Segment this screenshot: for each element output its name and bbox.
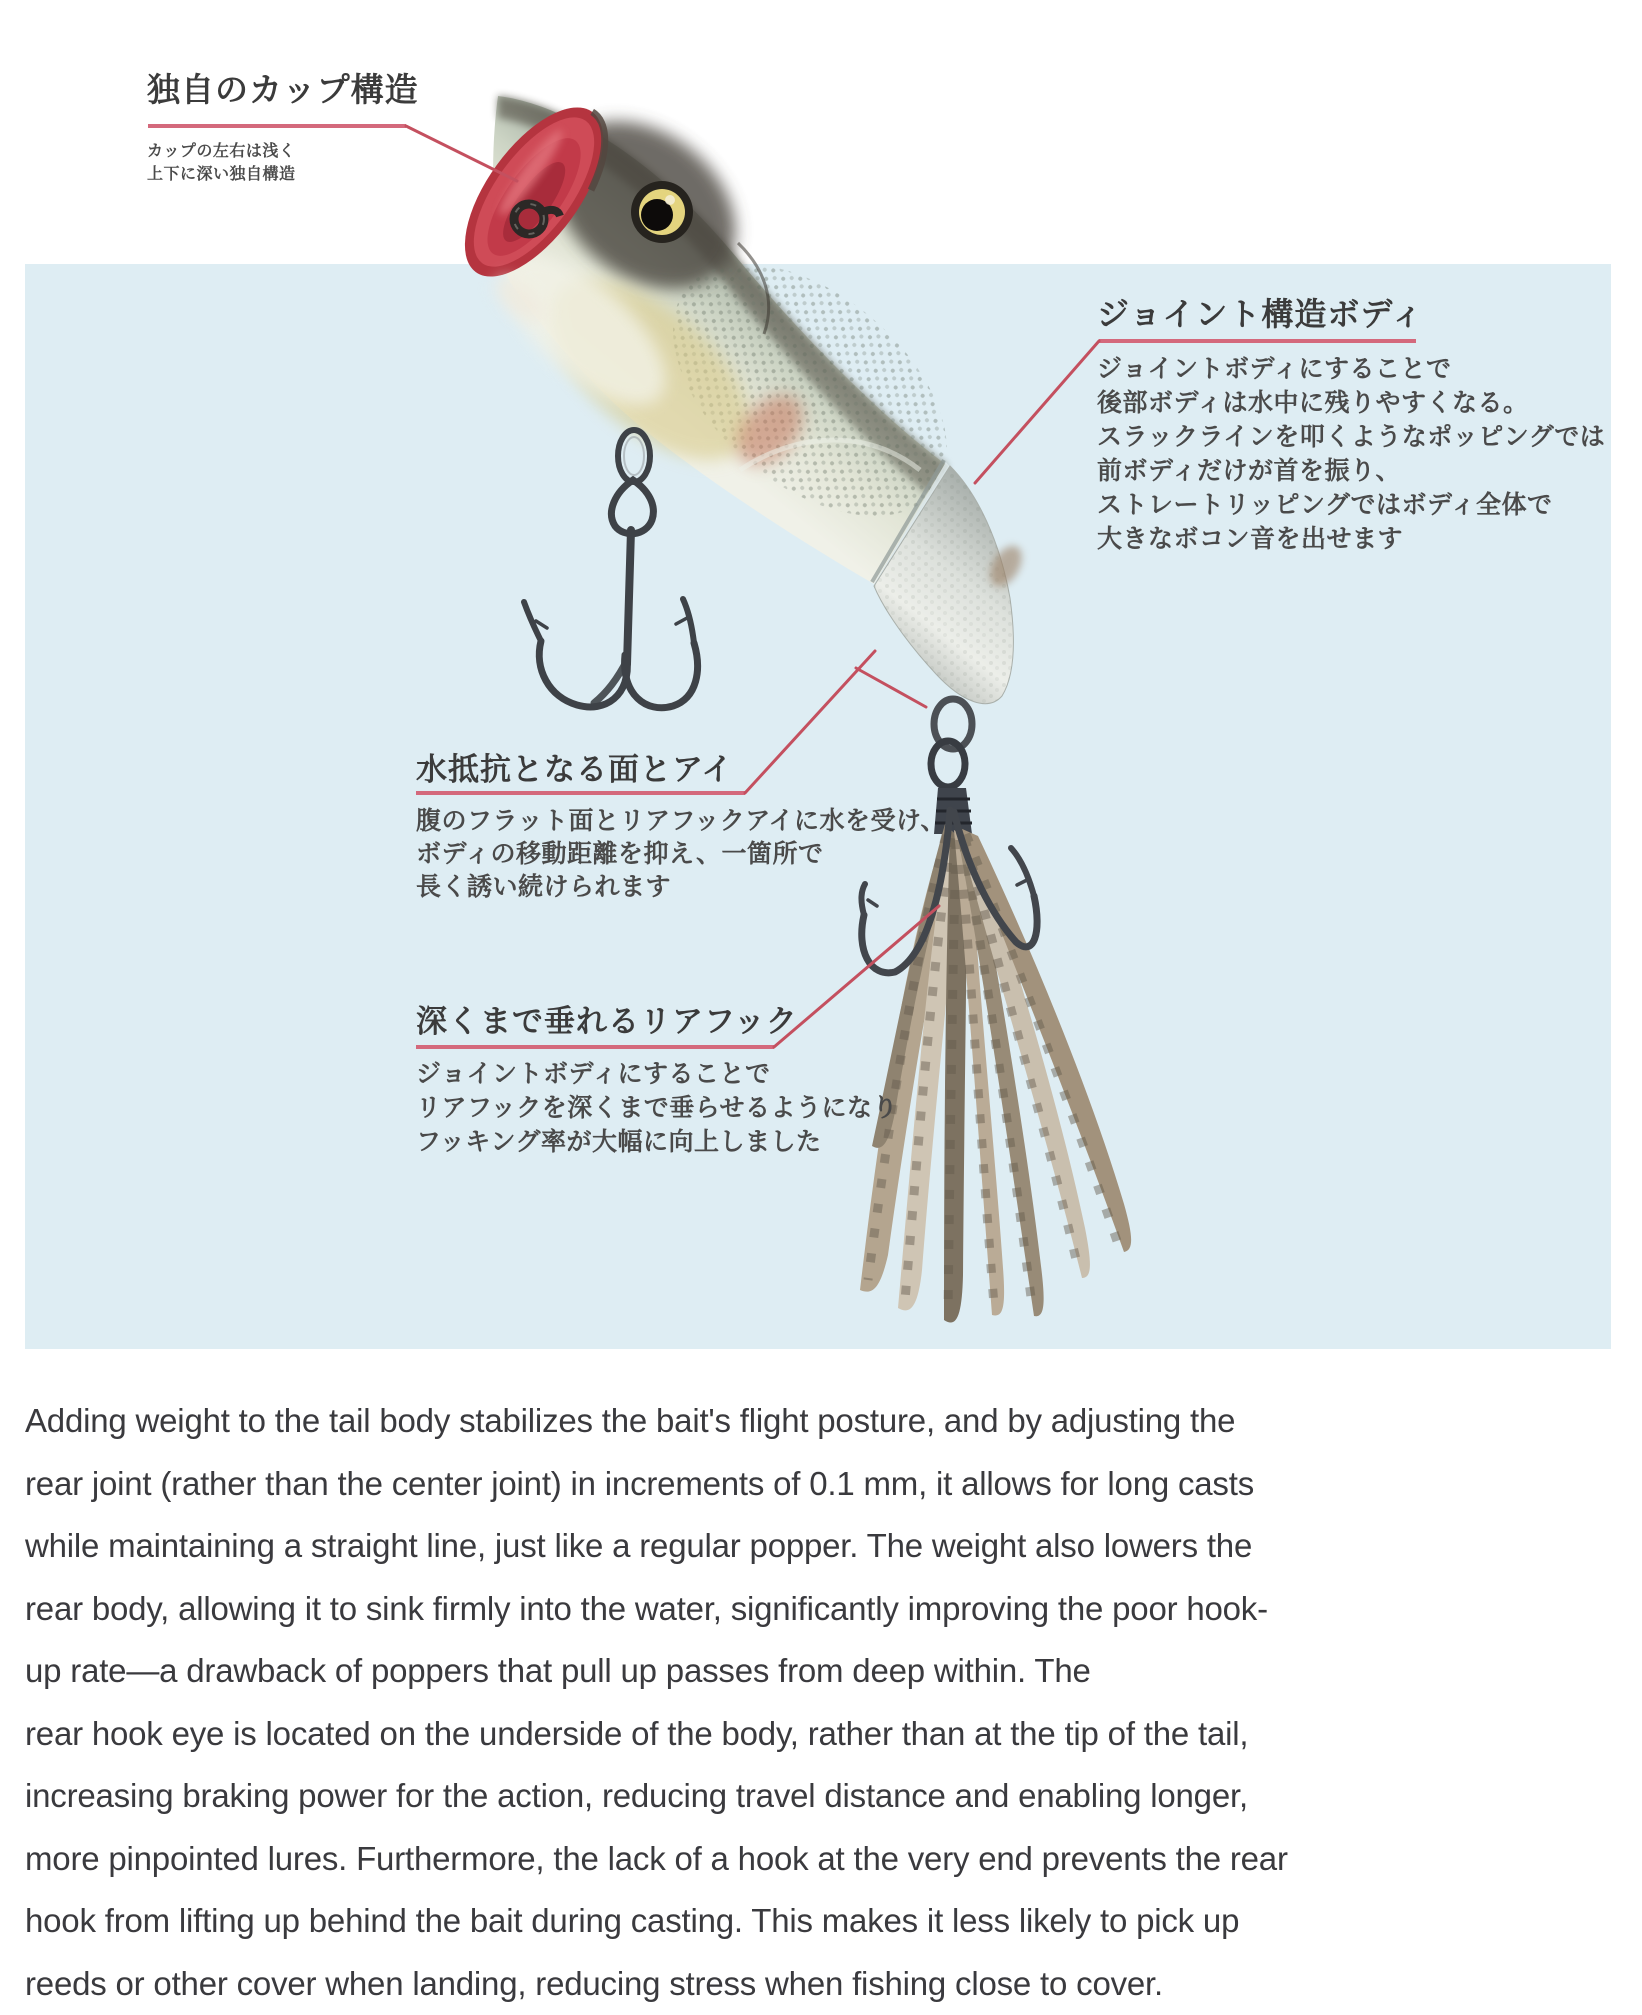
front-treble-hook-icon [524,430,698,708]
callout-underlines [148,126,1416,1047]
callout-cup-structure [147,72,419,108]
callout-line: 大きなボコン音を出せます [1097,522,1605,556]
callout-line: 上下に深い独自構造 [147,161,296,184]
callout-surface-eye-title: 水抵抗となる面とアイ [416,753,946,787]
callout-surface-eye [416,753,946,904]
callout-line: 前ボディだけが首を振り、 [1097,454,1605,488]
paragraph-line: while maintaining a straight line, just like a regular popper. The weight also lowers the [25,1515,1625,1578]
paragraph-line: hook from lifting up behind the bait during casting. This makes it less likely to pick up [25,1890,1625,1953]
callout-line: フッキング率が大幅に向上しました [416,1125,898,1159]
paragraph-line: more pinpointed lures. Furthermore, the lack of a hook at the very end prevents the rear [25,1828,1625,1891]
paragraph-line: up rate—a drawback of poppers that pull up passes from deep within. The [25,1640,1625,1703]
paragraph-line: reeds or other cover when landing, reducing stress when fishing close to cover. [25,1953,1625,2015]
callout-cup-body [147,138,296,184]
callout-cup-title: 独自のカップ構造 [147,72,419,108]
callout-line: カップの左右は浅く [147,138,296,161]
callout-line: ボディの移動距離を抑え、一箇所で [416,838,946,871]
callout-line: 長く誘い続けられます [416,871,946,904]
lure-eye-icon [631,181,693,243]
callout-line: ジョイントボディにすることで [416,1057,898,1091]
paragraph-line: rear body, allowing it to sink firmly into the water, significantly improving the poor hook- [25,1578,1625,1641]
callout-line: 後部ボディは水中に残りやすくなる。 [1097,386,1605,420]
paragraph-line: rear joint (rather than the center joint) in increments of 0.1 mm, it allows for long casts [25,1453,1625,1516]
callout-rear-hook-title: 深くまで垂れるリアフック [416,1005,898,1039]
callout-line: スラックラインを叩くようなポッピングでは [1097,420,1605,454]
callout-rear-hook [416,1005,898,1159]
description-paragraph [25,1390,1625,2015]
callout-line: 腹のフラット面とリアフックアイに水を受け、 [416,805,946,838]
paragraph-line: increasing braking power for the action, reducing travel distance and enabling longer, [25,1765,1625,1828]
callout-joint-title: ジョイント構造ボディ [1097,297,1605,332]
paragraph-line: Adding weight to the tail body stabilizes the bait's flight posture, and by adjusting the [25,1390,1625,1453]
callout-line: ジョイントボディにすることで [1097,352,1605,386]
paragraph-line: rear hook eye is located on the underside of the body, rather than at the tip of the tail, [25,1703,1625,1766]
callout-line: ストレートリッピングではボディ全体で [1097,488,1605,522]
callout-joint-body [1097,297,1605,556]
callout-line: リアフックを深くまで垂らせるようになり [416,1091,898,1125]
